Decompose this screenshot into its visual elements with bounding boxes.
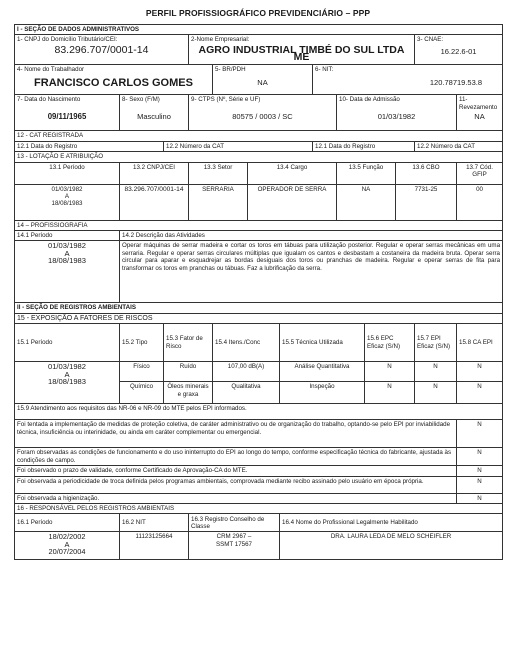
cat-data-registro-2: 12.1 Data do Registro bbox=[313, 141, 415, 151]
responsavel-nome: DRA. LAURA LEDA DE MELO SCHEIFLER bbox=[280, 532, 503, 560]
profissiografia-header: 14 – PROFISSIOGRAFIA bbox=[15, 220, 503, 230]
cnae-value: 16.22.6-01 bbox=[440, 46, 477, 56]
cnae-label: 3- CNAE: bbox=[417, 36, 444, 44]
nascimento-cell bbox=[15, 95, 120, 131]
trabalhador-cell bbox=[15, 65, 213, 95]
cat-header: 12 - CAT REGISTRADA bbox=[15, 131, 503, 141]
requisito-value: N bbox=[457, 476, 503, 493]
responsavel-conselho-2: SSMT 17567 bbox=[215, 540, 252, 548]
lotacao-h-periodo: 13.1 Período bbox=[15, 162, 120, 184]
risco-row-epi: N bbox=[415, 362, 457, 382]
requisito-text: Foi tentada a implementação de medidas de proteção coletiva, de caráter administrativo ou de organização do trabalho, optando-se pelo EPI por inviabilidade técnica, insuficiência ou interinidade, ou ainda em caráter complementar ou emergencial. bbox=[15, 420, 457, 448]
risco-row-fator: Ruído bbox=[164, 362, 213, 382]
cat-data-registro-1: 12.1 Data do Registro bbox=[15, 141, 164, 151]
responsavel-h-conselho: 16.3 Registro Conselho de Classe bbox=[189, 514, 280, 532]
requisito-text: Foram observadas as condições de funcionamento e do uso ininterrupto do EPI ao longo do tempo, conforme especificação técnica do fabricante, ajustada às condições de campo. bbox=[15, 448, 457, 466]
lotacao-cnpj: 83.296.707/0001-14 bbox=[120, 184, 189, 220]
lotacao-setor: SERRARIA bbox=[189, 184, 248, 220]
section-admin-header: I - SEÇÃO DE DADOS ADMINISTRATIVOS bbox=[15, 25, 503, 35]
risco-h-itens: 15.4 Itens./Conc bbox=[213, 324, 280, 362]
requisito-text: Foi observado o prazo de validade, conforme Certificado de Aprovação-CA do MTE. bbox=[15, 466, 457, 476]
empresa-cell bbox=[189, 35, 415, 65]
lotacao-h-setor: 13.3 Setor bbox=[189, 162, 248, 184]
requisito-value: N bbox=[457, 466, 503, 476]
cat-numero-1: 12.2 Número da CAT bbox=[164, 141, 313, 151]
risco-row-epi: N bbox=[415, 382, 457, 404]
risco-row-tecnica: Inspeção bbox=[280, 382, 365, 404]
br-pdh-value: NA bbox=[257, 77, 268, 87]
ctps-cell bbox=[189, 95, 337, 131]
profissiografia-descricao: Operar máquinas de serrar madeira e cortar os toros em tábuas para utilização posterior. Regular e operar serras mecânicas em uma serraria. Regular e operar serras circulares múltiplas que igualam os cantos e desbastam a costaneira da madeira bruta. Operar serra circular para aparar e esquadrejar as bordas desiguais dos toros ou pranchas de madeira. Regular e operar serras de fita para transformar os toros em pranchas ou tábuas. Faz a lubrificação da serra. bbox=[120, 241, 503, 303]
nascimento-value: 09/11/1965 bbox=[47, 111, 87, 121]
empresa-label: 2-Nome Empresarial: bbox=[191, 36, 250, 44]
lotacao-h-cargo: 13.4 Cargo bbox=[248, 162, 337, 184]
nascimento-label: 7- Data do Nascimento bbox=[17, 96, 81, 104]
risco-row-epc: N bbox=[365, 382, 415, 404]
responsavel-periodo-start: 18/02/2002 bbox=[48, 532, 86, 542]
profissiografia-periodo bbox=[15, 241, 120, 303]
lotacao-periodo bbox=[15, 184, 120, 220]
requisito-text: Foi observada a periodicidade de troca definida pelos programas ambientais, comprovada mediante recibo assinado pelo usuário em época própria. bbox=[15, 476, 457, 493]
risco-row-itens: Qualitativa bbox=[213, 382, 280, 404]
br-pdh-label: 5- BR/PDH bbox=[215, 66, 246, 74]
responsavel-periodo-a: A bbox=[64, 539, 70, 549]
nit-label: 6- NIT: bbox=[315, 66, 334, 74]
responsavel-periodo bbox=[15, 532, 120, 560]
lotacao-cargo: OPERADOR DE SERRA bbox=[248, 184, 337, 220]
responsavel-h-nit: 16.2 NIT bbox=[120, 514, 189, 532]
admissao-label: 10- Data de Admissão bbox=[339, 96, 400, 104]
risco-h-periodo: 15.1 Período bbox=[15, 324, 120, 362]
requisito-text: Foi observada a higienização. bbox=[15, 493, 457, 503]
lotacao-h-funcao: 13.5 Função bbox=[337, 162, 396, 184]
profissiografia-periodo-a: A bbox=[64, 248, 70, 258]
risco-periodo-end: 18/08/1983 bbox=[47, 377, 86, 387]
requisito-value: N bbox=[457, 448, 503, 466]
responsavel-nit: 11123125664 bbox=[120, 532, 189, 560]
risco-row-tipo: Químico bbox=[120, 382, 164, 404]
trabalhador-value: FRANCISCO CARLOS GOMES bbox=[34, 76, 193, 89]
profissiografia-periodo-end: 18/08/1983 bbox=[47, 256, 86, 266]
ctps-label: 9- CTPS (Nº, Série e UF) bbox=[191, 96, 261, 104]
br-pdh-cell bbox=[213, 65, 313, 95]
risco-row-fator: Óleos minerais e graxa bbox=[164, 382, 213, 404]
risco-h-epc: 15.6 EPC Eficaz (S/N) bbox=[365, 324, 415, 362]
lotacao-gfip: 00 bbox=[457, 184, 503, 220]
risco-h-fator: 15.3 Fator de Risco bbox=[164, 324, 213, 362]
lotacao-periodo-start: 01/03/1982 bbox=[51, 185, 83, 193]
lotacao-h-cnpj: 13.2 CNPJ/CEI bbox=[120, 162, 189, 184]
risco-h-epi: 15.7 EPI Eficaz (S/N) bbox=[415, 324, 457, 362]
ctps-value: 80575 / 0003 / SC bbox=[232, 111, 293, 121]
revezamento-cell bbox=[457, 95, 503, 131]
responsavel-conselho bbox=[189, 532, 280, 560]
responsavel-h-periodo: 16.1 Período bbox=[15, 514, 120, 532]
revezamento-label: 11-Revezamento bbox=[459, 96, 498, 111]
cnpj-value: 83.296.707/0001-14 bbox=[54, 43, 149, 56]
responsavel-h-nome: 16.4 Nome do Profissional Legalmente Habilitado bbox=[280, 514, 503, 532]
lotacao-h-cbo: 13.6 CBO bbox=[396, 162, 457, 184]
risco-h-ca: 15.8 CA EPI bbox=[457, 324, 503, 362]
requisito-value: N bbox=[457, 493, 503, 503]
risco-periodo bbox=[15, 362, 120, 404]
sexo-cell bbox=[120, 95, 189, 131]
empresa-value: AGRO INDUSTRIAL TIMBÉ DO SUL LTDA ME bbox=[198, 43, 405, 64]
risco-row-ca: N bbox=[457, 362, 503, 382]
profissiografia-periodo-start: 01/03/1982 bbox=[47, 241, 86, 251]
sexo-label: 8- Sexo (F/M) bbox=[122, 96, 160, 104]
sexo-value: Masculino bbox=[137, 111, 171, 121]
lotacao-header: 13 - LOTAÇÃO E ATRIBUIÇÃO bbox=[15, 152, 503, 162]
profissiografia-h-desc: 14.2 Descrição das Atividades bbox=[120, 231, 503, 241]
nit-cell bbox=[313, 65, 503, 95]
risco-periodo-a: A bbox=[64, 369, 70, 379]
lotacao-h-gfip: 13.7 Cód. GFIP bbox=[457, 162, 503, 184]
lotacao-periodo-a: A bbox=[64, 193, 70, 201]
lotacao-funcao: NA bbox=[337, 184, 396, 220]
risco-h-tecnica: 15.5 Técnica Utilizada bbox=[280, 324, 365, 362]
risco-row-epc: N bbox=[365, 362, 415, 382]
document-title: PERFIL PROFISSIOGRÁFICO PREVIDENCIÁRIO – PPP bbox=[145, 8, 371, 18]
ppp-form bbox=[14, 24, 503, 560]
admissao-cell bbox=[337, 95, 457, 131]
cat-numero-2: 12.2 Número da CAT bbox=[415, 141, 503, 151]
risco-periodo-start: 01/03/1982 bbox=[47, 362, 86, 372]
cnpj-cell bbox=[15, 35, 189, 65]
trabalhador-label: 4- Nome do Trabalhador bbox=[17, 66, 85, 74]
cnpj-label: 1- CNPJ do Domicílio Tributário/CEI: bbox=[17, 36, 118, 44]
requisito-value: N bbox=[457, 420, 503, 448]
atendimento-nr: 15.9 Atendimento aos requisitos das NR-06 e NR-09 do MTE pelos EPI informados. bbox=[15, 404, 503, 420]
risco-row-tecnica: Análise Quantitativa bbox=[280, 362, 365, 382]
lotacao-periodo-end: 18/08/1983 bbox=[51, 200, 83, 208]
exposicao-header: 15 - EXPOSIÇÃO A FATORES DE RISCOS bbox=[15, 313, 503, 323]
responsavel-conselho-1: CRM 2967 – bbox=[216, 533, 252, 541]
cnae-cell bbox=[415, 35, 503, 65]
risco-row-tipo: Físico bbox=[120, 362, 164, 382]
responsavel-periodo-end: 20/07/2004 bbox=[48, 547, 86, 557]
revezamento-value: NA bbox=[474, 112, 485, 122]
responsavel-header: 16 - RESPONSÁVEL PELOS REGISTROS AMBIENTAIS bbox=[15, 504, 503, 514]
profissiografia-h-periodo: 14.1 Período bbox=[15, 231, 120, 241]
risco-row-itens: 107,00 dB(A) bbox=[213, 362, 280, 382]
admissao-value: 01/03/1982 bbox=[377, 111, 416, 121]
risco-row-ca: N bbox=[457, 382, 503, 404]
risco-h-tipo: 15.2 Tipo bbox=[120, 324, 164, 362]
nit-value: 120.78719.53.8 bbox=[429, 77, 483, 87]
lotacao-cbo: 7731-25 bbox=[396, 184, 457, 220]
section-ambientais-header: II - SEÇÃO DE REGISTROS AMBIENTAIS bbox=[15, 303, 503, 313]
